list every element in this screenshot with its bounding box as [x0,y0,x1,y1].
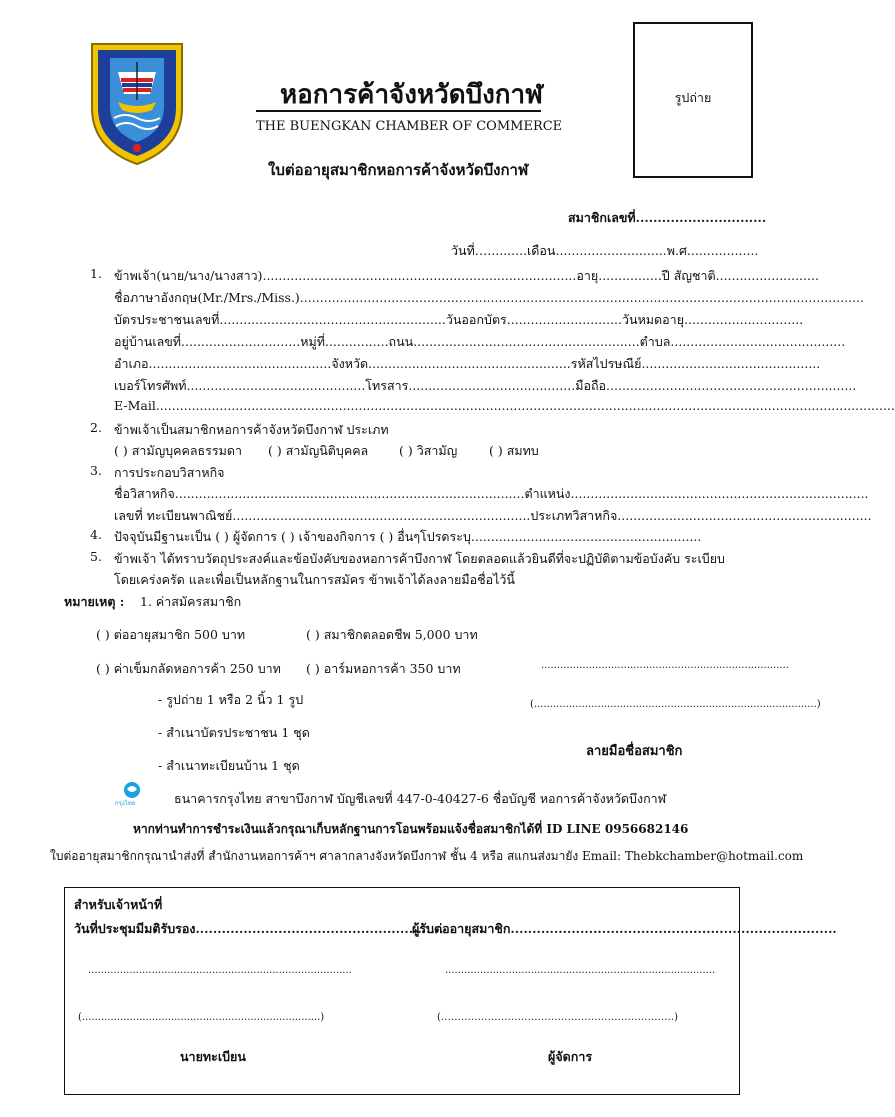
section2-number: 2. [90,420,102,435]
emblem-fee-option[interactable]: ( ) อาร์มหอการค้า 350 บาท [306,661,461,676]
signature-name[interactable]: (.........................................................................................) [530,699,821,710]
district-field[interactable]: อำเภอ..............................................จังหวัด...................................................รหัสไปรษณีย์............................................. [114,356,821,371]
status-options[interactable]: ปัจจุบันมีฐานะเป็น ( ) ผู้จัดการ ( ) เจ้าของกิจการ ( ) อื่นๆโปรดระบุ.......................................................... [114,529,702,544]
doc-photo: - รูปถ่าย 1 หรือ 2 นิ้ว 1 รูป [158,692,304,707]
option-associate[interactable]: ( ) สมทบ [489,443,539,458]
address-field[interactable]: อยู่บ้านเลขที่..............................หมู่ที่................ถนน.........................................................ตำบล............................................ [114,334,846,349]
registrar-signature-line[interactable]: ................................................................................... [88,965,352,976]
english-title: THE BUENGKAN CHAMBER OF COMMERCE [256,119,563,134]
manager-name[interactable]: (…………………………………………………………….) [437,1012,678,1023]
doc-house-copy: - สำเนาทะเบียนบ้าน 1 ชุด [158,758,300,773]
form-title: ใบต่ออายุสมาชิกหอการค้าจังหวัดบึงกาฬ [268,161,529,179]
registrar-role: นายทะเบียน [180,1049,246,1064]
business-label: การประกอบวิสาหกิจ [114,465,225,480]
phone-field[interactable]: เบอร์โทรศัพท์.............................................โทรสาร..........................................มือถือ............................................................... [114,378,857,393]
declaration-line2: โดยเคร่งครัด และเพื่อเป็นหลักฐานในการสมัคร ข้าพเจ้าได้ลงลายมือชื่อไว้นี้ [114,572,515,587]
member-number[interactable]: สมาชิกเลขที่.............................. [568,210,767,225]
thai-title: หอการค้าจังหวัดบึงกาฬ [280,80,543,110]
manager-role: ผู้จัดการ [548,1049,593,1064]
english-name-field[interactable]: ชื่อภาษาอังกฤษ(Mr./Mrs./Miss.).............................................................................................................................................. [114,290,865,305]
id-card-field[interactable]: บัตรประชาชนเลขที่.........................................................วันออกบัตร.............................วันหมดอายุ.............................. [114,312,804,327]
signature-label: ลายมือชื่อสมาชิก [586,744,683,759]
bank-info: ธนาคารกรุงไทย สาขาบึงกาฬ บัญชีเลขที่ 447-0-40427-6 ชื่อบัญชี หอการค้าจังหวัดบึงกาฬ [174,791,667,806]
business-name-field[interactable]: ชื่อวิสาหกิจ........................................................................................ตำแหน่ง........................................................................... [114,486,869,501]
doc-id-copy: - สำเนาบัตรประชาชน 1 ชุด [158,725,310,740]
manager-signature-line[interactable]: ..................................................................................... [445,965,716,976]
title-divider [256,110,541,112]
signature-line[interactable]: .............................................................................. [541,660,789,671]
photo-label: รูปถ่าย [674,90,712,105]
option-extraordinary[interactable]: ( ) วิสามัญ [399,443,458,458]
name-field[interactable]: ข้าพเจ้า(นาย/นาง/นางสาว)...............................................................................อายุ................ปี สัญชาติ.......................... [114,268,819,283]
registrar-name[interactable]: (...........................................................................) [78,1012,325,1023]
section5-number: 5. [90,549,102,564]
date-line[interactable]: วันที่…..........เดือน............................พ.ศ.................. [451,243,759,258]
bank-logo-text: กรุงไทย [115,800,136,807]
submit-note: ใบต่ออายุสมาชิกกรุณานำส่งที่ สำนักงานหอการค้าฯ ศาลากลางจังหวัดบึงกาฬ ชั้น 4 หรือ สแกนส่งมายัง Email: Thebkchamber@hotmail.com [50,849,804,863]
commercial-registration-field[interactable]: เลขที่ ทะเบียนพาณิชย์...........................................................................ประเภทวิสาหกิจ................................................................ [114,508,872,523]
renewal-receiver-field[interactable]: ผู้รับต่ออายุสมาชิก........................................................................... [412,921,837,936]
option-ordinary-person[interactable]: ( ) สามัญบุคคลธรรมดา [114,443,242,458]
renew-fee-option[interactable]: ( ) ต่ออายุสมาชิก 500 บาท [96,627,246,642]
lifetime-fee-option[interactable]: ( ) สมาชิกตลอดชีพ 5,000 บาท [306,627,478,642]
payment-note: หากท่านทำการชำระเงินแล้วกรุณาเก็บหลักฐานการโอนพร้อมแจ้งชื่อสมาชิกได้ที่ ID LINE 0956682146 [133,822,689,836]
section4-number: 4. [90,527,102,542]
email-field[interactable]: E-Mail.......................................................................................................................................................................................... [114,398,895,413]
declaration-line1: ข้าพเจ้า ได้ทราบวัตถุประสงค์และข้อบังคับของหอการค้าบึงกาฬ โดยตลอดแล้วยินดีที่จะปฏิบัติตามข้อบังคับ ระเบียบ [114,551,725,566]
section3-number: 3. [90,463,102,478]
note-label: หมายเหตุ : [64,594,125,609]
bank-logo [117,780,147,806]
chamber-logo [88,38,186,168]
pin-fee-option[interactable]: ( ) ค่าเข็มกลัดหอการค้า 250 บาท [96,661,281,676]
note-fee-title: 1. ค่าสมัครสมาชิก [140,594,242,609]
meeting-date-field[interactable]: วันที่ประชุมมีมติรับรอง......................................................... [74,921,444,936]
option-juristic-person[interactable]: ( ) สามัญนิติบุคคล [268,443,369,458]
officer-title: สำหรับเจ้าหน้าที่ [74,897,163,912]
photo-box [633,22,753,178]
section1-number: 1. [90,266,102,281]
membership-type-label: ข้าพเจ้าเป็นสมาชิกหอการค้าจังหวัดบึงกาฬ ประเภท [114,422,389,437]
